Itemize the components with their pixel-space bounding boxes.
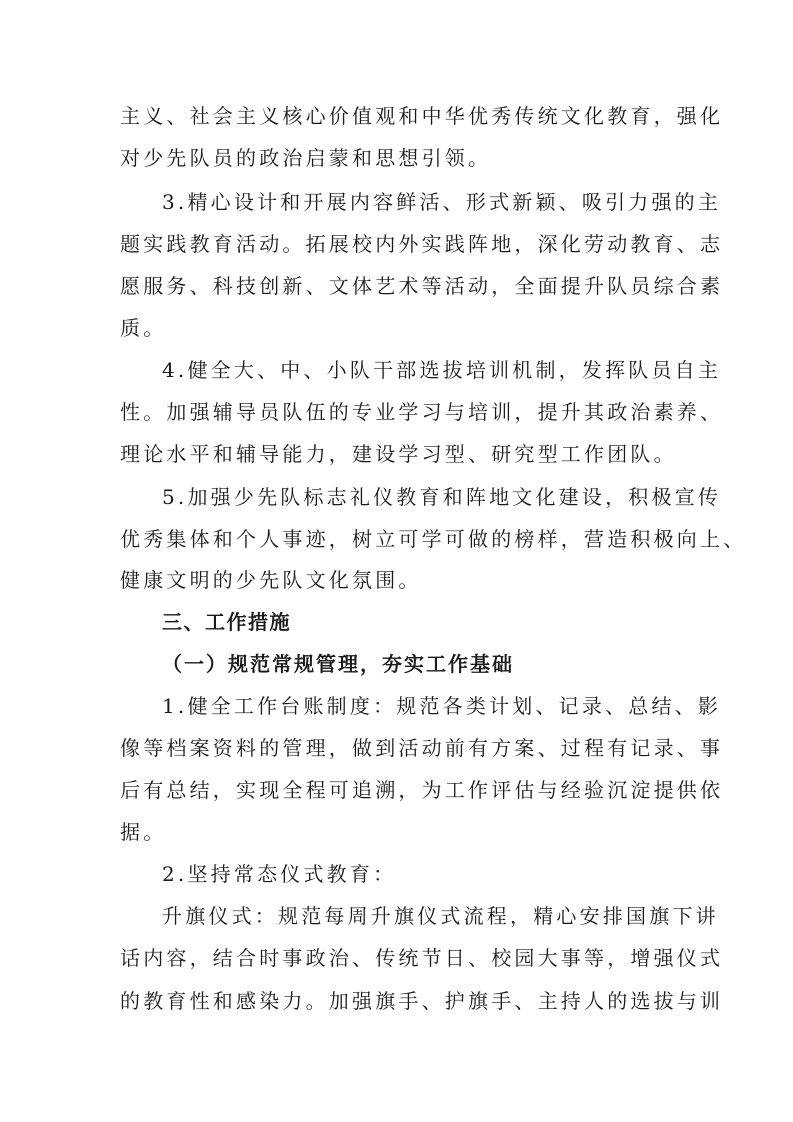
- paragraph-line: 优秀集体和个人事迹，树立可学可做的榜样，营造积极向上、: [120, 527, 747, 551]
- paragraph-line: 5.加强少先队标志礼仪教育和阵地文化建设，积极宣传: [162, 485, 722, 509]
- paragraph-line: 对少先队员的政治启蒙和思想引领。: [120, 146, 492, 170]
- paragraph-line: 4.健全大、中、小队干部选拔培训机制，发挥队员自主: [162, 358, 722, 382]
- paragraph-line: 理论水平和辅导能力，建设学习型、研究型工作团队。: [120, 442, 677, 466]
- paragraph-line: 升旗仪式：规范每周升旗仪式流程，精心安排国旗下讲: [162, 904, 719, 928]
- paragraph-line: 性。加强辅导员队伍的专业学习与培训，提升其政治素养、: [120, 400, 724, 424]
- section-heading: 三、工作措施: [162, 610, 291, 634]
- paragraph-line: 主义、社会主义核心价值观和中华优秀传统文化教育，强化: [120, 104, 724, 128]
- paragraph-line: 题实践教育活动。拓展校内外实践阵地，深化劳动教育、志: [120, 232, 724, 256]
- paragraph-line: 质。: [120, 316, 167, 340]
- paragraph-line: 据。: [120, 820, 167, 844]
- paragraph-line: 像等档案资料的管理，做到活动前有方案、过程有记录、事: [120, 736, 724, 760]
- paragraph-line: 1.健全工作台账制度：规范各类计划、记录、总结、影: [162, 694, 722, 718]
- paragraph-line: 后有总结，实现全程可追溯，为工作评估与经验沉淀提供依: [120, 778, 724, 802]
- paragraph-line: 愿服务、科技创新、文体艺术等活动，全面提升队员综合素: [120, 274, 724, 298]
- subsection-heading: （一）规范常规管理，夯实工作基础: [162, 652, 514, 676]
- paragraph-line: 2.坚持常态仪式教育：: [162, 862, 397, 886]
- paragraph-line: 健康文明的少先队文化氛围。: [120, 568, 422, 592]
- paragraph-line: 的教育性和感染力。加强旗手、护旗手、主持人的选拔与训: [120, 989, 724, 1013]
- paragraph-line: 话内容，结合时事政治、传统节日、校园大事等，增强仪式: [120, 946, 724, 970]
- paragraph-line: 3.精心设计和开展内容鲜活、形式新颖、吸引力强的主: [162, 190, 722, 214]
